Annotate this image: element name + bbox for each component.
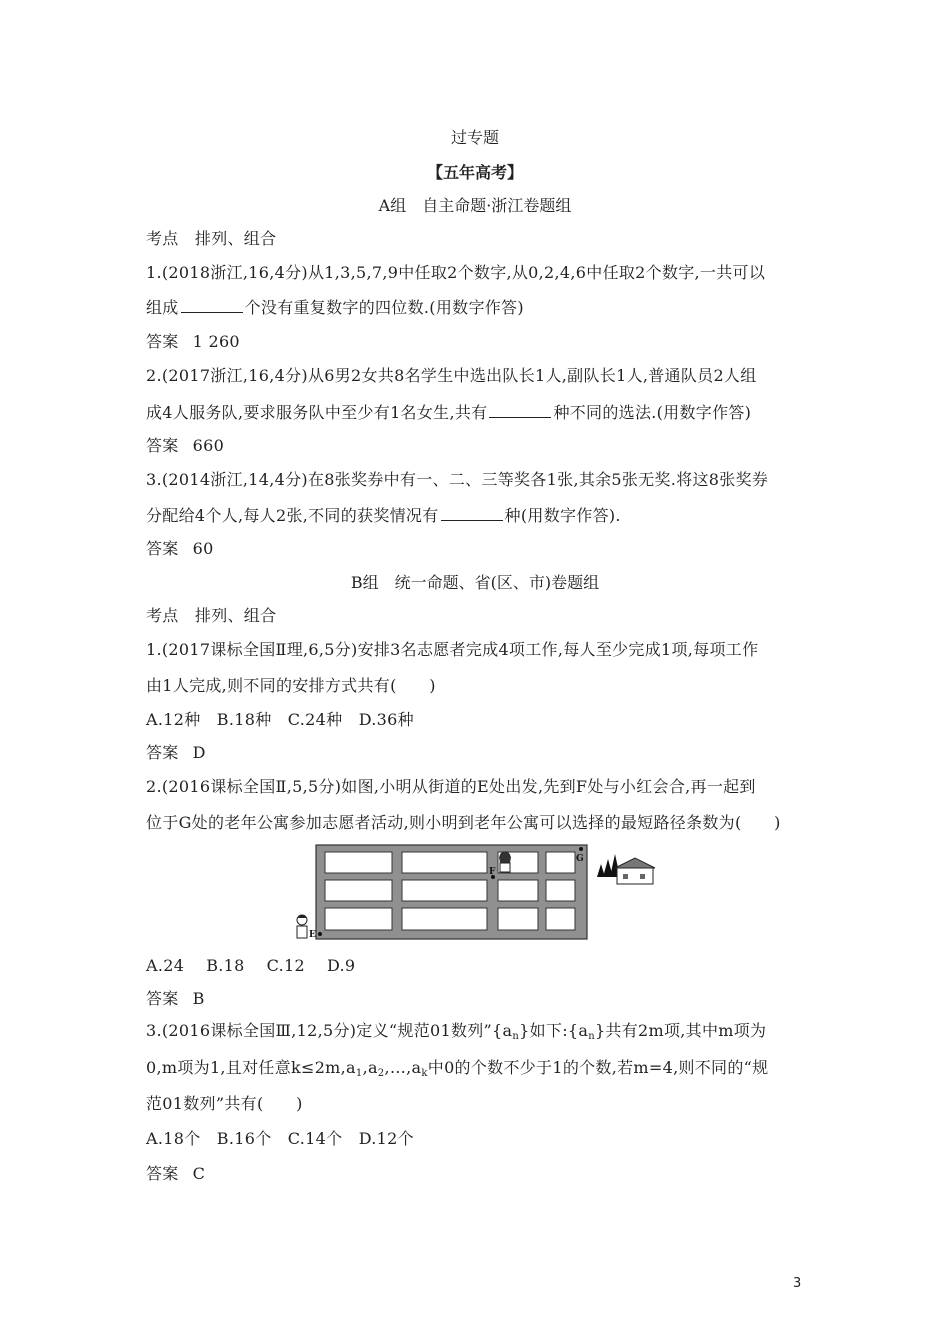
b-q3-line1-b: }如下:{a	[519, 1021, 589, 1040]
a-q1-line1: 1.(2018浙江,16,4分)从1,3,5,7,9中任取2个数字,从0,2,4,6中任取2个数字,一共可以	[146, 263, 766, 282]
answer-label: 答案	[146, 1164, 179, 1183]
a-q3-line1: 3.(2014浙江,14,4分)在8张奖券中有一、二、三等奖各1张,其余5张无奖.将这8张奖券	[146, 470, 769, 489]
a-q2-line1: 2.(2017浙江,16,4分)从6男2女共8名学生中选出队长1人,副队长1人,普通队员2人组	[146, 366, 757, 385]
a-q1-line2	[146, 298, 524, 318]
b-q3-options: A.18个 B.16个 C.14个 D.12个	[146, 1129, 414, 1148]
a-q2-line2-post: 种不同的选法.(用数字作答)	[553, 403, 752, 422]
point-e-label: E	[309, 930, 316, 940]
b-q2-line1: 2.(2016课标全国Ⅱ,5,5分)如图,小明从街道的E处出发,先到F处与小红会合,再一起到	[146, 777, 756, 796]
a-q1-answer	[146, 332, 240, 352]
a-q3-answer	[146, 539, 214, 559]
a-q1-line2-pre: 组成	[146, 298, 179, 317]
a-q3-line2-pre: 分配给4个人,每人2张,不同的获奖情况有	[146, 506, 439, 525]
answer-label: 答案	[146, 539, 179, 558]
point-f-label: F	[489, 867, 496, 877]
subscript-1: 1	[355, 1068, 363, 1079]
street-map-figure	[290, 842, 660, 944]
page-title: 过专题	[450, 128, 499, 147]
b-q1-line1: 1.(2017课标全国Ⅱ理,6,5分)安排3名志愿者完成4项工作,每人至少完成1项,每项工作	[146, 640, 759, 659]
b-q3-line3: 范01数列”共有( )	[146, 1094, 303, 1113]
subscript-n: n	[588, 1031, 595, 1042]
subscript-k: k	[421, 1068, 428, 1079]
answer-blank	[441, 506, 503, 521]
b-q2-answer	[146, 989, 205, 1009]
answer-blank	[181, 298, 243, 313]
option-b: B.18	[206, 956, 245, 975]
girl-icon	[499, 852, 511, 872]
b-q1-line2: 由1人完成,则不同的安排方式共有( )	[146, 676, 436, 695]
a-q1-line2-post: 个没有重复数字的四位数.(用数字作答)	[244, 298, 524, 317]
option-d: D.9	[326, 956, 356, 975]
b-q2-options	[146, 956, 355, 976]
b-q3-line2-c: ,…,a	[384, 1058, 422, 1077]
a-q3-line2-post: 种(用数字作答).	[504, 506, 621, 525]
answer-label: 答案	[146, 332, 179, 351]
b-q3-line1-a: 3.(2016课标全国Ⅲ,12,5分)定义“规范01数列”{a	[146, 1021, 513, 1040]
subscript-2: 2	[377, 1068, 385, 1079]
answer-value: 660	[192, 436, 225, 455]
b-q3-line1	[146, 1021, 766, 1047]
b-q3-line2-a: 0,m项为1,且对任意k≤2m,a	[146, 1058, 356, 1077]
b-q3-line2-d: 中0的个数不少于1的个数,若m=4,则不同的“规	[427, 1058, 769, 1077]
answer-value: D	[192, 743, 206, 762]
group-a-heading: A组 自主命题·浙江卷题组	[378, 196, 572, 215]
answer-value: C	[192, 1164, 206, 1183]
group-b-heading: B组 统一命题、省(区、市)卷题组	[350, 573, 600, 592]
answer-label: 答案	[146, 436, 179, 455]
point-g-label: G	[576, 854, 584, 864]
b-q1-answer	[146, 743, 206, 763]
boy-icon	[297, 915, 307, 938]
b-q3-line1-c: }共有2m项,其中m项为	[594, 1021, 767, 1040]
option-a: A.24	[146, 956, 185, 975]
answer-label: 答案	[146, 743, 179, 762]
answer-label: 答案	[146, 989, 179, 1008]
answer-value: 1 260	[192, 332, 240, 351]
a-q3-line2	[146, 506, 621, 526]
b-q3-line2-b: ,a	[362, 1058, 378, 1077]
b-q3-line2	[146, 1058, 768, 1084]
subscript-n: n	[512, 1031, 520, 1042]
answer-value: B	[192, 989, 205, 1008]
apartment-house-icon	[597, 854, 655, 884]
b-q3-answer	[146, 1164, 205, 1184]
option-c: C.12	[266, 956, 305, 975]
answer-value: 60	[192, 539, 214, 558]
group-b-topic: 考点 排列、组合	[146, 606, 277, 625]
page-number: 3	[793, 1276, 802, 1291]
b-q1-options: A.12种 B.18种 C.24种 D.36种	[146, 710, 414, 729]
a-q2-line2-pre: 成4人服务队,要求服务队中至少有1名女生,共有	[146, 403, 488, 422]
a-q2-line2	[146, 403, 751, 423]
b-q2-line2: 位于G处的老年公寓参加志愿者活动,则小明到老年公寓可以选择的最短路径条数为( )	[146, 813, 781, 832]
a-q2-answer	[146, 436, 224, 456]
section-heading: 【五年高考】	[426, 163, 523, 182]
group-a-topic: 考点 排列、组合	[146, 229, 277, 248]
answer-blank	[489, 403, 551, 418]
